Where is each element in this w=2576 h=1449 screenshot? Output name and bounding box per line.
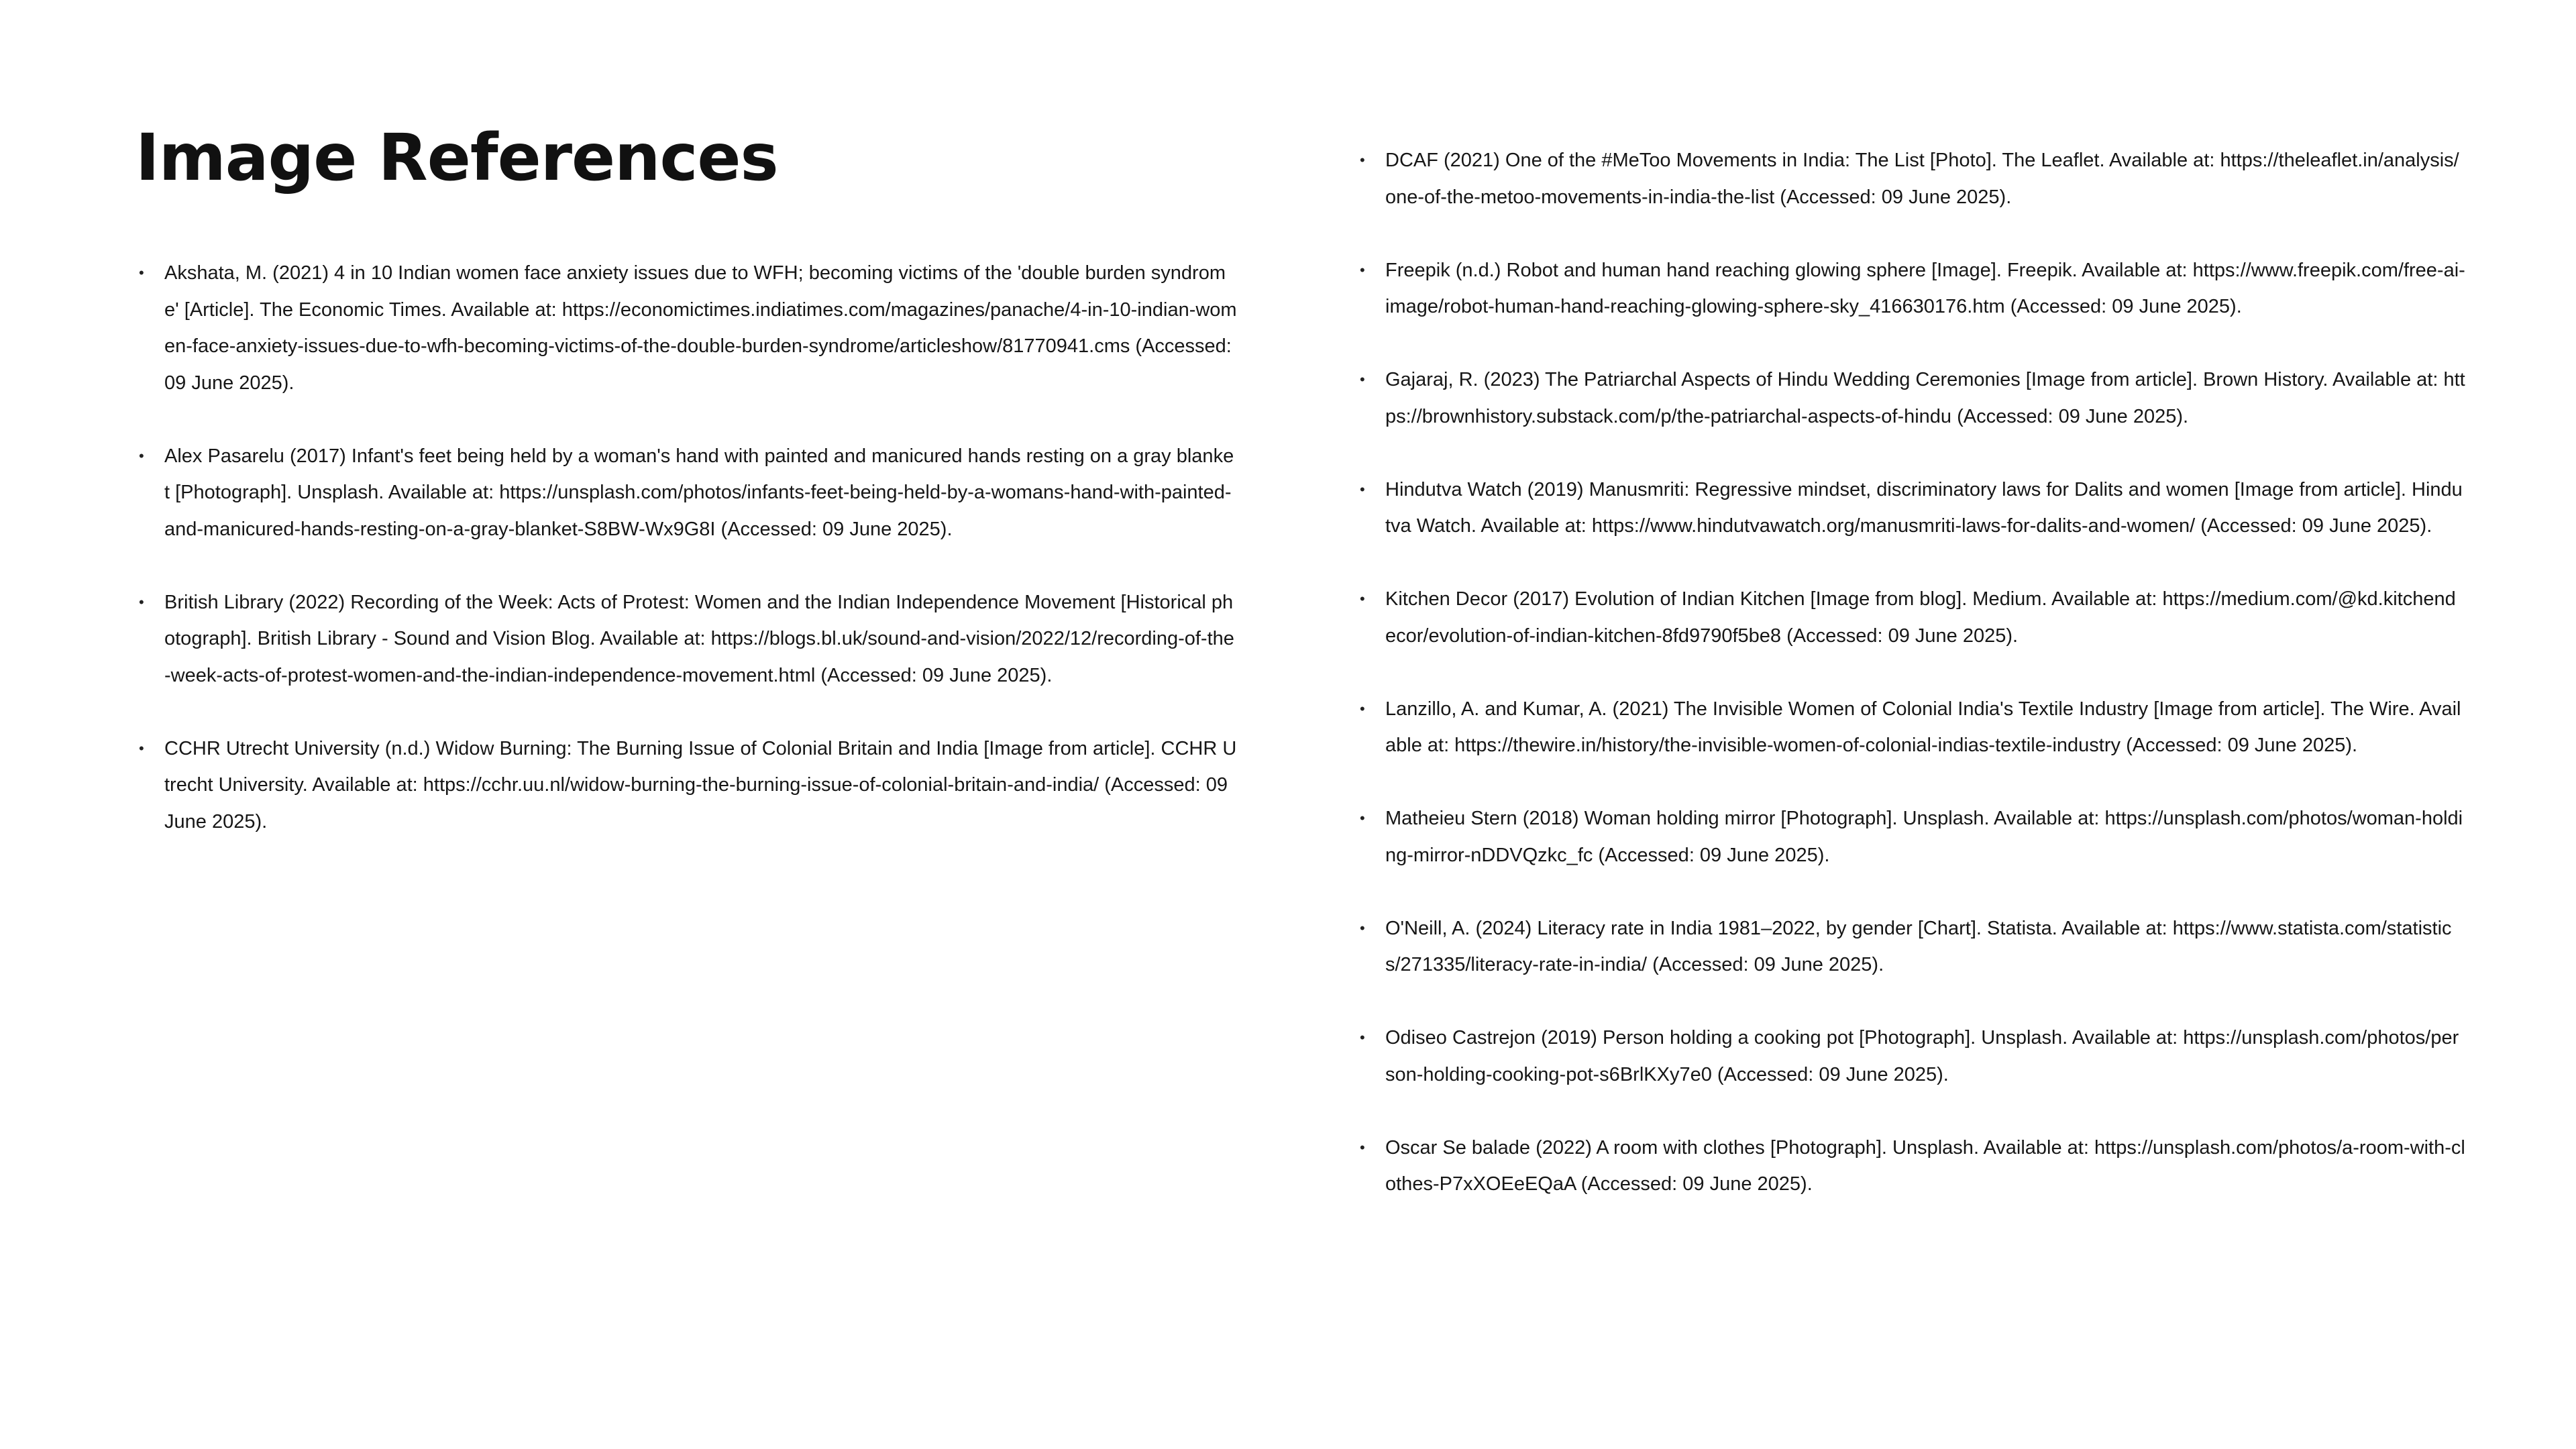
- reference-item: • Akshata, M. (2021) 4 in 10 Indian women face anxiety issues due to WFH; becoming victims of the 'double burden syndrome' [Article]. The Economic Times. Available at: https://economictimes.indiatimes.com/magazines/panache/4-in-10-indian-women-face-anxiety-issues-due-to-wfh-becoming-victims-of-the-double-burden-syndrome/articleshow/81770941.cms (Accessed: 09 June 2025).: [138, 255, 1238, 401]
- reference-list-left: [138, 255, 1238, 877]
- reference-list-right: [1358, 142, 2465, 1239]
- reference-item: • Gajaraj, R. (2023) The Patriarchal Aspects of Hindu Wedding Ceremonies [Image from article]. Brown History. Available at: https://brownhistory.substack.com/p/the-patriarchal-aspects-of-hindu (Accessed: 09 June 2025).: [1358, 362, 2465, 435]
- reference-item: • Alex Pasarelu (2017) Infant's feet being held by a woman's hand with painted and manicured hands resting on a gray blanket [Photograph]. Unsplash. Available at: https://unsplash.com/photos/infants-feet-being-held-by-a-womans-hand-with-painted-and-manicured-hands-resting-on-a-gray-blanket-S8BW-Wx9G8I (Accessed: 09 June 2025).: [138, 438, 1238, 548]
- reference-item: • Lanzillo, A. and Kumar, A. (2021) The Invisible Women of Colonial India's Textile Industry [Image from article]. The Wire. Available at: https://thewire.in/history/the-invisible-women-of-colonial-indias-textile-industry (Accessed: 09 June 2025).: [1358, 691, 2465, 764]
- reference-item: • Oscar Se balade (2022) A room with clothes [Photograph]. Unsplash. Available at: https://unsplash.com/photos/a-room-with-clothes-P7xXOEeEQaA (Accessed: 09 June 2025).: [1358, 1130, 2465, 1203]
- page-title: Image References: [136, 120, 778, 195]
- reference-item: • British Library (2022) Recording of the Week: Acts of Protest: Women and the Indian Independence Movement [Historical photograph]. British Library - Sound and Vision Blog. Available at: https://blogs.bl.uk/sound-and-vision/2022/12/recording-of-the-week-acts-of-protest-women-and-the-indian-independence-movement.html (Accessed: 09 June 2025).: [138, 584, 1238, 694]
- reference-item: • Odiseo Castrejon (2019) Person holding a cooking pot [Photograph]. Unsplash. Available at: https://unsplash.com/photos/person-holding-cooking-pot-s6BrlKXy7e0 (Accessed: 09 June 2025).: [1358, 1020, 2465, 1093]
- reference-item: • O'Neill, A. (2024) Literacy rate in India 1981–2022, by gender [Chart]. Statista. Available at: https://www.statista.com/statistics/271335/literacy-rate-in-india/ (Accessed: 09 June 2025).: [1358, 910, 2465, 983]
- reference-item: • Matheieu Stern (2018) Woman holding mirror [Photograph]. Unsplash. Available at: https://unsplash.com/photos/woman-holding-mirror-nDDVQzkc_fc (Accessed: 09 June 2025).: [1358, 800, 2465, 873]
- reference-item: • Hindutva Watch (2019) Manusmriti: Regressive mindset, discriminatory laws for Dalits and women [Image from article]. Hindutva Watch. Available at: https://www.hindutvawatch.org/manusmriti-laws-for-dalits-and-women/ (Accessed: 09 June 2025).: [1358, 472, 2465, 545]
- reference-item: • Freepik (n.d.) Robot and human hand reaching glowing sphere [Image]. Freepik. Available at: https://www.freepik.com/free-ai-image/robot-human-hand-reaching-glowing-sphere-sky_416630176.htm (Accessed: 09 June 2025).: [1358, 252, 2465, 325]
- reference-item: • CCHR Utrecht University (n.d.) Widow Burning: The Burning Issue of Colonial Britain and India [Image from article]. CCHR Utrecht University. Available at: https://cchr.uu.nl/widow-burning-the-burning-issue-of-colonial-britain-and-india/ (Accessed: 09 June 2025).: [138, 731, 1238, 841]
- reference-item: • Kitchen Decor (2017) Evolution of Indian Kitchen [Image from blog]. Medium. Available at: https://medium.com/@kd.kitchendecor/evolution-of-indian-kitchen-8fd9790f5be8 (Accessed: 09 June 2025).: [1358, 581, 2465, 654]
- reference-item: • DCAF (2021) One of the #MeToo Movements in India: The List [Photo]. The Leaflet. Available at: https://theleaflet.in/analysis/one-of-the-metoo-movements-in-india-the-list (Accessed: 09 June 2025).: [1358, 142, 2465, 215]
